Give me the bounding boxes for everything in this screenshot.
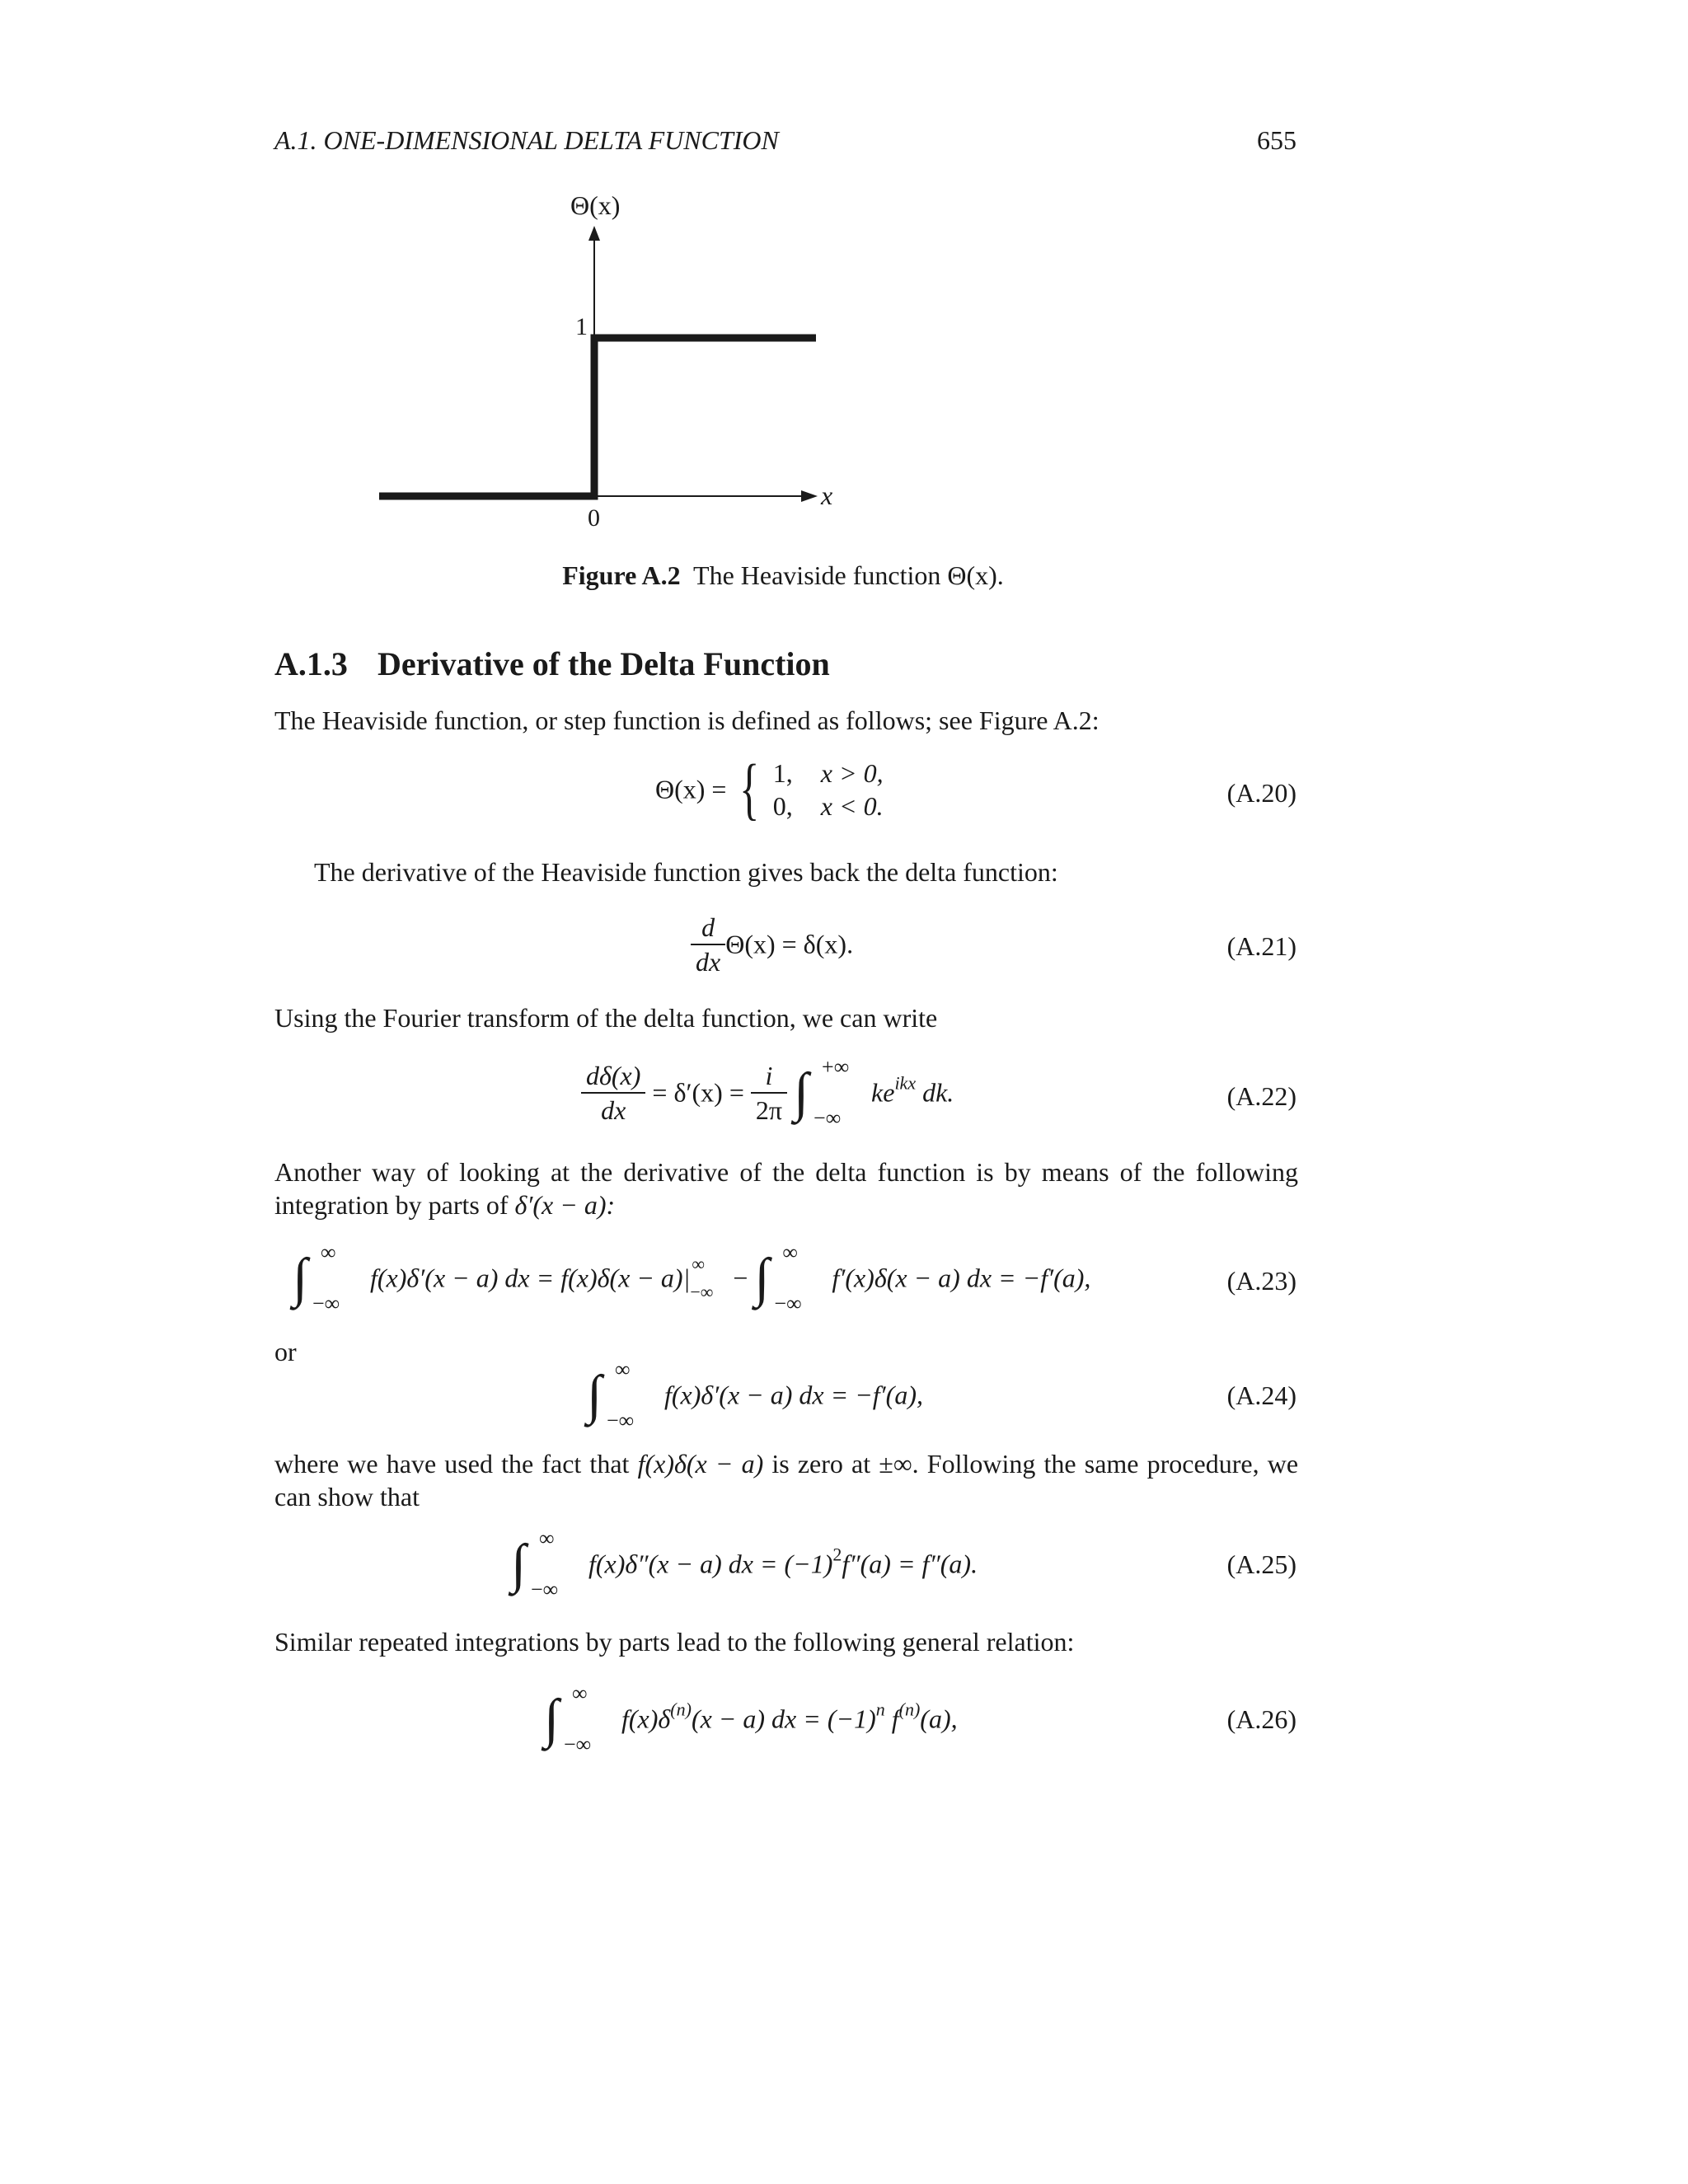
paragraph-7: Similar repeated integrations by parts lead to the following general relation: [274,1627,1075,1657]
caption-text: The Heaviside function Θ(x). [693,560,1004,590]
a26-integral-sign: ∫ [544,1689,560,1749]
equation-number-a25: (A.25) [1226,1549,1296,1579]
a24-lower-limit: −∞ [607,1408,635,1432]
a24-integral-sign: ∫ [587,1365,603,1425]
a20-cases [773,757,884,823]
a23-integral-sign-2: ∫ [754,1248,770,1308]
a23-lower-limit-1: −∞ [312,1291,340,1315]
a22-fraction-1 [581,1059,645,1127]
a23-eval-lower: −∞ [690,1282,714,1302]
equation-number-a24: (A.24) [1226,1380,1296,1410]
a22-limits [814,1055,871,1131]
a25-power: 2 [832,1544,842,1565]
a24-body: f(x)δ′(x − a) dx = −f′(a), [664,1380,923,1410]
a26-part-1: f(x)δ [621,1704,671,1734]
paragraph-4-text: Another way of looking at the derivative of the delta function is by means of the following integration by parts of [274,1157,1298,1220]
equation-number-a21: (A.21) [1226,931,1296,961]
paragraph-1: The Heaviside function, or step function is defined as follows; see Figure A.2: [274,705,1100,735]
a26-power-2: n [875,1699,885,1720]
a22-tail: dk. [916,1077,954,1108]
a22-upper-limit: +∞ [822,1055,850,1079]
a23-part-2: f′(x)δ(x − a) dx = −f′(a), [832,1263,1091,1293]
a26-part-3: f [884,1704,899,1734]
heaviside-figure [354,181,882,560]
paragraph-6-math: f(x)δ(x − a) [637,1449,764,1479]
a22-middle: = δ′(x) = [652,1077,744,1108]
paragraph-4 [274,1155,1298,1221]
a23-upper-limit-2: ∞ [782,1240,798,1264]
a26-power-1: (n) [670,1699,692,1720]
equation-a21 [691,911,853,978]
a25-body-2: f″(a) = f″(a). [842,1549,978,1579]
equation-number-a20: (A.20) [1226,778,1296,808]
figure-caption [0,560,1566,591]
a23-limits-1 [312,1240,370,1316]
paragraph-6-text-a: where we have used the fact that [274,1449,638,1479]
a21-rest: Θ(x) = δ(x). [725,929,854,959]
a20-case1-value: 1, [772,758,793,788]
a26-power-3: (n) [898,1699,921,1720]
a25-upper-limit: ∞ [539,1526,555,1550]
y-axis-label: Θ(x) [570,190,621,220]
y-axis-arrow [588,226,600,241]
a26-part-2: (x − a) dx = (−1) [691,1704,876,1734]
a26-upper-limit: ∞ [572,1681,588,1705]
a23-minus: − [726,1263,755,1293]
paragraph-4-math: δ′(x − a): [514,1190,616,1220]
a20-case2-value: 0, [772,791,793,821]
a24-limits [607,1357,664,1433]
equation-a20 [655,751,884,827]
paragraph-2: The derivative of the Heaviside function gives back the delta function: [314,857,1058,887]
a22-numerator-1: dδ(x) [581,1059,645,1094]
equation-a26 [544,1681,958,1757]
a22-lower-limit: −∞ [814,1106,842,1130]
equation-number-a22: (A.22) [1226,1081,1296,1111]
a23-eval-upper: ∞ [692,1254,706,1274]
a26-part-4: (a), [920,1704,958,1734]
equation-a23 [293,1240,1090,1316]
section-number: A.1.3 [274,645,348,682]
a22-denominator-2: 2π [755,1095,783,1125]
a25-body-1: f(x)δ″(x − a) dx = (−1) [588,1549,833,1579]
a25-limits [531,1526,588,1602]
a20-case1-condition: x > 0, [820,758,884,788]
a20-case2-condition: x < 0. [820,791,884,821]
a23-lower-limit-2: −∞ [774,1291,802,1315]
a22-numerator-2: i [751,1059,787,1094]
paragraph-6-text-b: is zero at ±∞. Following the same procedure, we can show that [274,1449,1299,1511]
a23-eval-limits [690,1254,726,1303]
equation-number-a26: (A.26) [1226,1704,1296,1734]
x-axis-label: x [821,480,833,510]
a22-integrand: ke [871,1077,895,1108]
a23-integral-sign-1: ∫ [293,1248,308,1308]
caption-label: Figure A.2 [562,560,681,590]
tick-label-one: 1 [575,313,588,340]
paragraph-5: or [274,1337,297,1366]
a24-upper-limit: ∞ [615,1357,631,1381]
a26-limits [564,1681,621,1757]
running-header: A.1. ONE-DIMENSIONAL DELTA FUNCTION [274,125,779,155]
tick-label-zero: 0 [588,504,600,532]
x-axis-arrow [801,490,818,502]
a21-denominator: dx [696,947,721,977]
equation-a25 [511,1526,978,1602]
a21-fraction [691,911,725,978]
a25-integral-sign: ∫ [511,1534,527,1594]
step-function-line [379,338,816,496]
a22-denominator-1: dx [601,1095,626,1125]
a22-fraction-2 [751,1059,787,1127]
a22-exponent: ikx [894,1072,917,1094]
a23-upper-limit-1: ∞ [321,1240,336,1264]
equation-a22 [581,1055,954,1131]
a23-limits-2 [774,1240,832,1316]
equation-a24 [587,1357,923,1433]
section-title: Derivative of the Delta Function [377,645,830,682]
paragraph-3: Using the Fourier transform of the delta function, we can write [274,1003,938,1033]
paragraph-6 [274,1447,1298,1513]
a20-lhs: Θ(x) = [655,774,727,804]
equation-number-a23: (A.23) [1226,1266,1296,1296]
a23-part-1: f(x)δ′(x − a) dx = f(x)δ(x − a)| [370,1263,691,1293]
a22-integral-sign: ∫ [794,1062,809,1122]
a21-numerator: d [691,911,725,945]
section-heading [274,644,830,683]
a20-brace: { [739,751,760,827]
a26-lower-limit: −∞ [564,1732,592,1756]
a25-lower-limit: −∞ [531,1577,559,1601]
page-number: 655 [1257,125,1296,155]
